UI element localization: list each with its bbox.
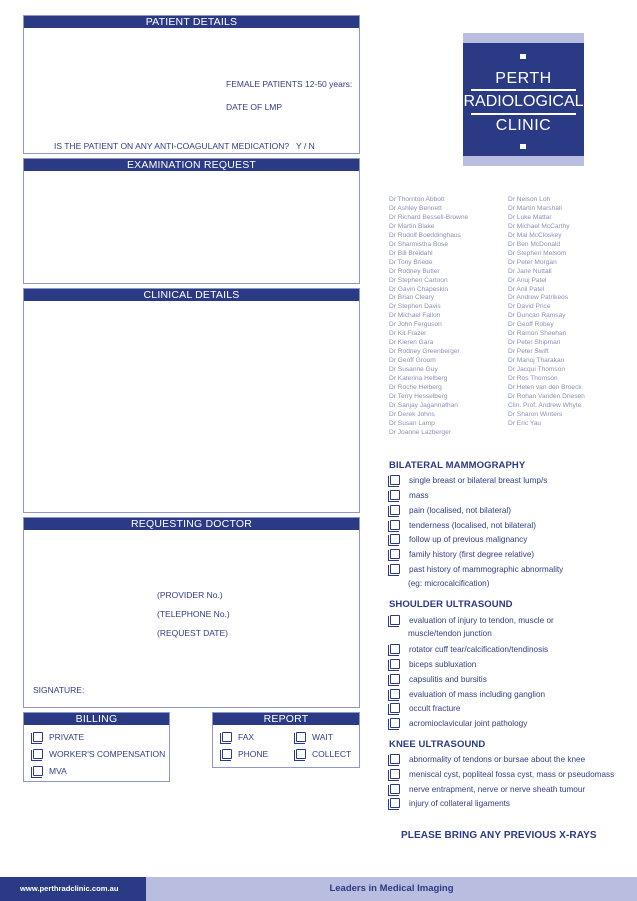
doctor-name: Dr Ashley Bennett	[389, 204, 442, 212]
item-label: meniscal cyst, popliteal fossa cyst, mass or pseudomass	[409, 769, 615, 779]
checkbox-icon[interactable]	[390, 674, 400, 684]
checkbox-icon[interactable]	[296, 749, 306, 759]
billing-private-option[interactable]	[33, 732, 84, 742]
doctor-name: Dr Manoj Tharakan	[508, 357, 565, 365]
checkbox-icon[interactable]	[390, 798, 400, 808]
shoulder-item[interactable]	[390, 703, 460, 713]
report-phone-option[interactable]	[222, 749, 268, 759]
item-label: evaluation of injury to tendon, muscle or	[409, 615, 554, 625]
doctor-name: Dr Thornton Abbott	[389, 196, 445, 203]
doctor-name: Dr Jacqui Thomson	[508, 366, 566, 374]
item-label: past history of mammographic abnormality	[409, 564, 564, 574]
footer	[0, 877, 637, 901]
checkbox-icon[interactable]	[390, 490, 400, 500]
billing-option-label: WORKER'S COMPENSATION	[49, 749, 166, 759]
shoulder-item[interactable]	[390, 674, 487, 684]
billing-workers-comp-option[interactable]	[33, 749, 165, 759]
doctor-name: Dr Terry Hesselberg	[389, 392, 448, 400]
checkbox-icon[interactable]	[390, 615, 400, 625]
doctor-name: Clin. Prof. Andrew Whyte	[508, 401, 582, 409]
doctors-list-left	[389, 196, 468, 438]
item-label: injury of collateral ligaments	[409, 798, 511, 808]
checkbox-icon[interactable]	[390, 754, 400, 764]
previous-xrays-notice: PLEASE BRING ANY PREVIOUS X-RAYS	[401, 830, 597, 841]
doctor-name: Dr Tony Briede	[389, 258, 433, 266]
item-label: nerve entrapment, nerve or nerve sheath tumour	[409, 784, 586, 794]
shoulder-title: SHOULDER ULTRASOUND	[389, 599, 513, 610]
item-label: evaluation of mass including ganglion	[409, 689, 546, 699]
doctor-name: Dr Rodney Butler	[389, 267, 440, 275]
mammography-item[interactable]	[390, 475, 547, 485]
item-label: pain (localised, not bilateral)	[409, 505, 511, 515]
doctor-name: Dr Anuj Patel	[508, 276, 547, 284]
date-of-lmp-label: DATE OF LMP	[226, 102, 283, 112]
shoulder-item[interactable]	[390, 689, 545, 699]
checkbox-icon[interactable]	[296, 732, 306, 742]
doctor-name: Dr Gavin Chapeskin	[389, 285, 449, 293]
doctor-name: Dr Peter Morgan	[508, 258, 557, 266]
footer-tagline: Leaders in Medical Imaging	[329, 883, 454, 894]
checkbox-icon[interactable]	[390, 549, 400, 559]
doctor-name: Dr Luke Mattar	[508, 213, 552, 221]
item-label: single breast or bilateral breast lump/s	[409, 475, 548, 485]
shoulder-item[interactable]	[390, 615, 554, 625]
doctor-name: Dr Ben McDonald	[508, 240, 561, 248]
doctor-name: Dr Stephen Cartoon	[389, 276, 448, 284]
billing-mva-option[interactable]	[33, 766, 67, 776]
doctor-name: Dr Ramon Sheehan	[508, 330, 567, 338]
anticoagulant-question: IS THE PATIENT ON ANY ANTI-COAGULANT MEDICATION? Y / N	[54, 141, 315, 151]
checkbox-icon[interactable]	[390, 659, 400, 669]
signature-label: SIGNATURE:	[33, 685, 85, 695]
doctor-name: Dr Duncan Ramsay	[508, 312, 566, 320]
shoulder-item[interactable]	[390, 659, 476, 669]
doctor-name: Dr Rodney Greenberger	[389, 348, 460, 356]
logo-line-3: CLINIC	[495, 117, 552, 134]
checkbox-icon[interactable]	[222, 732, 232, 742]
logo-line-1: PERTH	[495, 70, 552, 87]
item-label: biceps subluxation	[409, 659, 477, 669]
doctor-name: Dr Martin Blake	[389, 222, 435, 230]
doctor-name: Dr Ros Thomson	[508, 375, 558, 383]
shoulder-item-continuation: muscle/tendon junction	[408, 629, 492, 638]
doctor-name: Dr Geoff Groom	[389, 357, 436, 365]
examination-request-title: EXAMINATION REQUEST	[24, 159, 359, 171]
doctor-name: Dr Stephen Davis	[389, 303, 441, 311]
item-label: abnormality of tendons or bursae about the knee	[409, 754, 586, 764]
report-collect-option[interactable]	[296, 749, 351, 759]
doctor-name: Dr Roche Helberg	[389, 384, 442, 392]
doctors-list-right	[508, 196, 585, 429]
knee-item[interactable]	[390, 798, 510, 808]
checkbox-icon[interactable]	[390, 564, 400, 574]
report-option-label: WAIT	[312, 732, 333, 742]
doctor-name: Dr Derek Johns	[389, 410, 435, 418]
knee-item[interactable]	[390, 754, 585, 764]
doctor-name: Dr Sanjay Jagannathan	[389, 401, 458, 409]
doctor-name: Dr Richard Bessell-Browne	[389, 213, 469, 221]
mammography-item[interactable]	[390, 490, 429, 500]
billing-option-label: MVA	[49, 766, 67, 776]
doctor-name: Dr Katerina Helberg	[389, 375, 448, 383]
checkbox-icon[interactable]	[390, 475, 400, 485]
checkbox-icon[interactable]	[390, 703, 400, 713]
item-label: capsulitis and bursitis	[409, 674, 487, 684]
checkbox-icon[interactable]	[390, 505, 400, 515]
clinical-details-box[interactable]	[23, 288, 360, 513]
checkbox-icon[interactable]	[390, 718, 400, 728]
doctor-name: Dr Eric Yau	[508, 419, 542, 427]
doctor-name: Dr Kit Frazer	[389, 330, 427, 338]
mammography-item[interactable]	[390, 520, 536, 530]
checkbox-icon[interactable]	[390, 769, 400, 779]
doctor-name: Dr Peter Shipman	[508, 339, 561, 347]
clinical-details-title: CLINICAL DETAILS	[24, 289, 359, 301]
report-option-label: COLLECT	[312, 749, 352, 759]
doctor-name: Dr John Ferguson	[389, 321, 442, 329]
report-fax-option[interactable]	[222, 732, 254, 742]
report-option-label: FAX	[238, 732, 255, 742]
doctor-name: Dr Brian Cleary	[389, 294, 435, 302]
checkbox-icon[interactable]	[390, 689, 400, 699]
doctor-name: Dr Kieren Gara	[389, 339, 434, 347]
doctor-name: Dr Mal McCloskey	[508, 231, 562, 239]
checkbox-icon[interactable]	[390, 784, 400, 794]
report-title: REPORT	[213, 713, 359, 725]
clinic-logo	[463, 33, 584, 166]
doctor-name: Dr Nelson Loh	[508, 196, 551, 203]
telephone-no-label: (TELEPHONE No.)	[157, 609, 230, 619]
doctor-name: Dr Martin Marshall	[508, 204, 562, 212]
item-label: mass	[409, 490, 429, 500]
doctor-name: Dr Bill Breidahl	[389, 249, 433, 257]
doctor-name: Dr Geoff Robey	[508, 321, 554, 329]
requesting-doctor-title: REQUESTING DOCTOR	[24, 518, 359, 530]
knee-item[interactable]	[390, 769, 614, 779]
doctor-name: Dr Joanne Lazberger	[389, 428, 451, 436]
doctor-name: Dr Sharon Winters	[508, 410, 563, 418]
knee-item[interactable]	[390, 784, 585, 794]
doctor-name: Dr Peter Swift	[508, 348, 549, 356]
checkbox-icon[interactable]	[33, 749, 43, 759]
doctor-name: Dr David Price	[508, 303, 551, 311]
mammography-item[interactable]	[390, 549, 534, 559]
mammography-note: (eg: microcalcification)	[408, 579, 490, 588]
billing-title: BILLING	[24, 713, 169, 725]
doctor-name: Dr Sharmistha Bose	[389, 240, 448, 248]
report-option-label: PHONE	[238, 749, 269, 759]
patient-details-title: PATIENT DETAILS	[24, 16, 359, 28]
shoulder-item[interactable]	[390, 644, 548, 654]
provider-no-label: (PROVIDER No.)	[157, 590, 223, 600]
female-patients-label: FEMALE PATIENTS 12-50 years:	[226, 79, 353, 89]
item-label: occult fracture	[409, 703, 461, 713]
doctor-name: Dr Susan Lamp	[389, 419, 435, 427]
doctor-name: Dr Michael McCarthy	[508, 222, 570, 230]
doctor-name: Dr Andrew Patrikeos	[508, 294, 569, 302]
billing-option-label: PRIVATE	[49, 732, 85, 742]
checkbox-icon[interactable]	[33, 732, 43, 742]
doctor-name: Dr Rohan Vanden Driesen	[508, 392, 585, 400]
mammography-item[interactable]	[390, 505, 511, 515]
website-link[interactable]: www.perthradclinic.com.au	[0, 877, 146, 901]
knee-title: KNEE ULTRASOUND	[389, 739, 486, 750]
item-label: follow up of previous malignancy	[409, 534, 528, 544]
doctor-name: Dr Jane Nuttall	[508, 267, 552, 275]
mammography-item[interactable]	[390, 564, 563, 574]
doctor-name: Dr Helen van den Broeck	[508, 384, 582, 392]
examination-request-box[interactable]	[23, 158, 360, 284]
item-label: tenderness (localised, not bilateral)	[409, 520, 536, 530]
doctor-name: Dr Anil Patel	[508, 285, 545, 293]
mammography-title: BILATERAL MAMMOGRAPHY	[389, 460, 526, 471]
mammography-item[interactable]	[390, 534, 527, 544]
checkbox-icon[interactable]	[390, 644, 400, 654]
doctor-name: Dr Michael Fallon	[389, 312, 441, 320]
doctor-name: Dr Rudolf Boeddinghaus	[389, 231, 461, 239]
request-date-label: (REQUEST DATE)	[157, 628, 228, 638]
checkbox-icon[interactable]	[390, 520, 400, 530]
logo-line-2: RADIOLOGICAL	[463, 93, 584, 110]
checkbox-icon[interactable]	[33, 766, 43, 776]
item-label: rotator cuff tear/calcification/tendinosis	[409, 644, 549, 654]
report-wait-option[interactable]	[296, 732, 333, 742]
doctor-name: Dr Susanne Guy	[389, 366, 438, 374]
item-label: acromioclavicular joint pathology	[409, 718, 528, 728]
shoulder-item[interactable]	[390, 718, 527, 728]
doctor-name: Dr Stephen Melsom	[508, 249, 567, 257]
checkbox-icon[interactable]	[390, 534, 400, 544]
checkbox-icon[interactable]	[222, 749, 232, 759]
item-label: family history (first degree relative)	[409, 549, 535, 559]
